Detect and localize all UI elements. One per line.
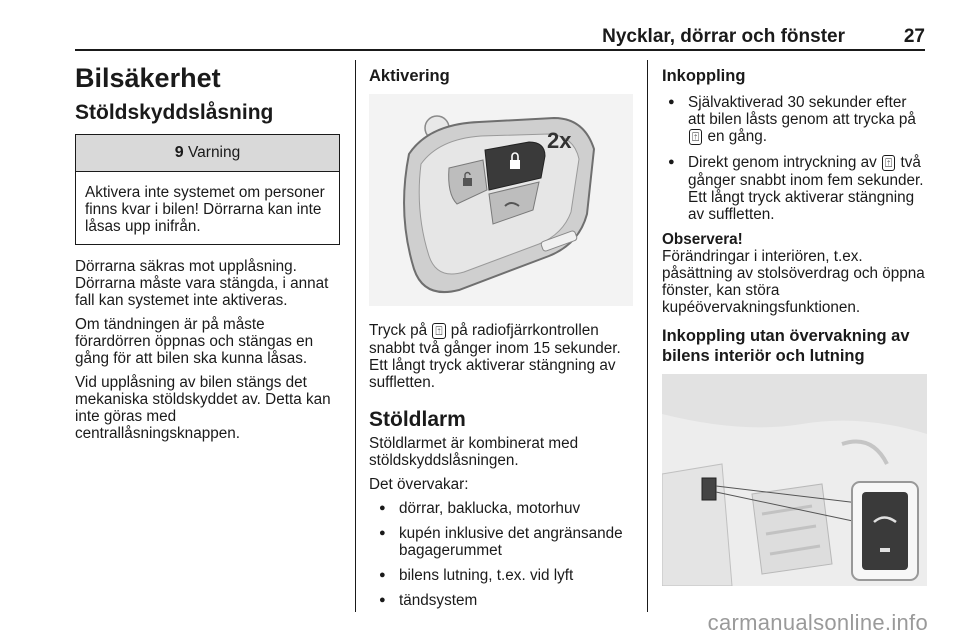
section-title: Bilsäkerhet — [75, 63, 221, 93]
column-middle — [369, 60, 633, 617]
running-header-title: Nycklar, dörrar och fönster — [602, 26, 845, 47]
paragraph: Stöldlarmet är kombinerat med stöldskyddslåsningen. — [369, 435, 579, 469]
list-item — [662, 94, 927, 146]
watermark: carmanualsonline.info — [707, 610, 928, 635]
warning-box — [75, 134, 340, 245]
lock-key-icon: ⍐ — [689, 129, 702, 145]
lock-key-icon: ⍐ — [432, 323, 445, 339]
lock-key-icon: ⍐ — [882, 155, 895, 171]
page-number: 27 — [903, 26, 925, 47]
column-divider — [647, 60, 648, 612]
interior-switch-figure — [662, 374, 927, 586]
text-fragment: Tryck på — [369, 322, 428, 339]
paragraph — [369, 322, 633, 391]
warning-title: Varning — [187, 144, 241, 161]
press-count-label: 2x — [547, 128, 572, 153]
paragraph: Det övervakar: — [369, 476, 469, 493]
text-fragment: Självaktiverad 30 sekunder efter att bilen låsts genom att trycka på — [688, 94, 916, 128]
text-fragment: Direkt genom intryckning av — [688, 154, 877, 171]
column-divider — [355, 60, 356, 612]
warning-header — [76, 135, 339, 172]
note-body: Förändringar i interiören, t.ex. påsättning av stolsöverdrag och öppna fönster, kan störa kupéövervakningsfunktionen. — [662, 248, 925, 316]
engagement-heading: Inkoppling — [662, 67, 746, 85]
monitored-list — [369, 500, 633, 609]
list-item: ● kupén inklusive det angränsande bagagerummet — [373, 525, 633, 559]
warning-text: Aktivera inte systemet om personer finns kvar i bilen! Dörrarna kan inte låsas upp inifrån. — [85, 184, 325, 235]
header-rule — [75, 49, 925, 51]
list-item: ● tändsystem — [373, 592, 633, 609]
paragraph: Dörrarna säkras mot upplåsning. Dörrarna måste vara stängda, i annat fall kan systemet inte aktiveras. — [75, 258, 329, 309]
paragraph: Om tändningen är på måste förardörren öppnas och stängas en gång för att bilen ska kunna låsas. — [75, 316, 314, 367]
paragraph: Vid upplåsning av bilen stängs det mekaniska stöldskyddet av. Detta kan inte göras med centrallåsningsknappen. — [75, 374, 331, 442]
alarm-section-title: Stöldlarm — [369, 408, 466, 431]
activation-heading: Aktivering — [369, 67, 450, 85]
engagement-list — [662, 94, 927, 223]
list-item: ● bilens lutning, t.ex. vid lyft — [373, 567, 633, 584]
text-fragment: två gånger snabbt inom fem sekunder. Ett långt tryck aktiverar stängning av suffletten. — [688, 154, 924, 223]
column-left — [75, 60, 340, 449]
subsection-title: Stöldskyddslåsning — [75, 101, 274, 124]
note-title: Observera! — [662, 231, 743, 248]
text-fragment: en gång. — [707, 128, 767, 145]
text-fragment: på radiofjärrkontrollen snabbt två gånger inom 15 sekunder. Ett långt tryck aktiverar stängning av suffletten. — [369, 322, 621, 391]
list-item — [662, 154, 927, 223]
warning-icon: 9 — [174, 144, 184, 161]
key-fob-figure — [369, 94, 633, 306]
subheading: Inkoppling utan övervakning av bilens interiör och lutning — [662, 327, 910, 365]
column-right — [662, 60, 927, 586]
list-item: ● dörrar, baklucka, motorhuv — [373, 500, 633, 517]
